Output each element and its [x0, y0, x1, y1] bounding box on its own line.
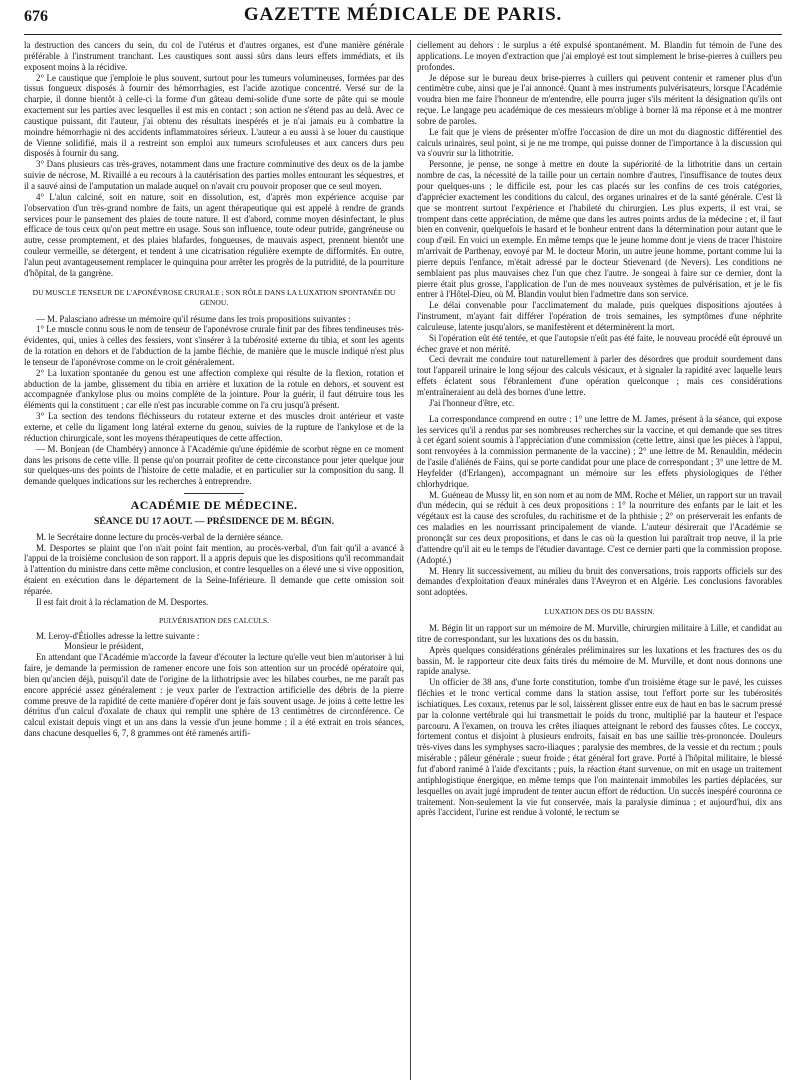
column-divider: [410, 40, 411, 1080]
paragraph: 1° Le muscle connu sous le nom de tenseur de l'aponévrose crurale finit par des fibres tendineuses très-évidentes, qui, unies à celles des fessiers, vont s'insérer à la tubérosité externe du tibia, et sont les agents de la rotation en dehors et de l'abduction de la jambe fléchie, de manière que le muscle indiqué n'est plus le tenseur de l'aponévrose comme on le croit généralement.: [24, 324, 404, 367]
right-column: [417, 40, 782, 1080]
paragraph: 4° L'alun calciné, soit en nature, soit en dissolution, est, d'après mon expérience acquise par l'observation d'un très-grand nombre de faits, un agent thérapeutique qui est appelé à rendre de grands services pour le pansement des plaies de toute nature. Il est d'abord, comme moyen désinfectant, le plus efficace de tous ceux qu'on peut mettre en usage. Sous son influence, toute odeur putride, gangréneuse ou autre, cesse promptement, et des plaies blafardes, fongueuses, de mauvais aspect, prennent bientôt une couleur vermeille, se détergent, et tendent à une cicatrisation régulière exempte de difformités. En outre, l'alun peut avantageusement remplacer le quinquina pour arrêter les progrès de la putridité, de la pourriture d'hôpital, de la gangrène.: [24, 191, 404, 278]
paragraph: M. Henry lit successivement, au milieu du bruit des conversations, trois rapports officiels sur des demandes d'exploitation d'eaux minérales dans l'Aveyron et en Algérie. Les conclusions favorables sont adoptées.: [417, 565, 782, 598]
paragraph: Après quelques considérations générales préliminaires sur les luxations et les fractures des os du bassin, M. le rapporteur cite deux faits tirés du mémoire de M. Murville, et dont nous donnons une rapide analyse.: [417, 644, 782, 677]
paragraph: 2° Le caustique que j'emploie le plus souvent, surtout pour les tumeurs volumineuses, formées par des tissus fongueux disposés à fournir des hémorrhagies, est l'acide azotique concentré. Versé sur de la charpie, il donne bientôt à celle-ci la forme d'un gâteau demi-solide d'une sorte de pâte qui se moule exactement sur les parties avec lesquelles il est mis en contact ; son action ne s'étend pas au delà. Avec ce caustique puissant, dit l'auteur, j'ai obtenu des résultats inespérés et je n'ai jamais eu à combattre la moindre hémorrhagie ni des accidents inflammatoires sérieux. L'auteur a eu aussi à se louer du caustique de Vienne solidifié, mais il a restreint son emploi aux tumeurs scrofuleuses et aux cancers durs peu disposés à fournir du sang.: [24, 72, 404, 159]
paragraph: En attendant que l'Académie m'accorde la faveur d'écouter la lecture qu'elle veut bien m'autoriser à lui faire, je demande la permission de ramener encore une fois son attention sur un procédé opératoire qui, bien qu'ancien déjà, puisqu'il date de l'origine de la lithotripsie avec les bilabes courbes, ne me paraît pas encore apprécié assez généralement : je veux parler de l'extraction artificielle des débris de la pierre comme preuve de la rapidité de cette manière d'opérer dont je fais souvent usage. Je joins à cette lettre les détritus d'un calcul d'oxalate de chaux qui remplit une sphère de 13 centimètres de circonférence. Ce calcul existait depuis vingt et un ans dans la vessie d'un jeune homme ; il a été extrait en trois séances, dans chacune desquelles 6, 7, 8 grammes ont été ramenés artifi-: [24, 652, 404, 739]
paragraph: Le fait que je viens de présenter m'offre l'occasion de dire un mot du diagnostic différentiel des calculs urinaires, seul point, si je ne me trompe, qui puisse donner de l'importance à la discussion qui va s'ouvrir sur la lithotritie.: [417, 126, 782, 159]
paragraph: Il est fait droit à la réclamation de M. Desportes.: [36, 596, 209, 607]
letter-salutation: Monsieur le président,: [64, 641, 144, 652]
subsection-title: PULVÉRISATION DES CALCULS.: [159, 615, 269, 625]
section-divider: [184, 493, 244, 494]
session-heading: SÉANCE DU 17 AOUT. — PRÉSIDENCE DE M. BÉGIN.: [94, 515, 334, 527]
page-header: [24, 4, 782, 32]
paragraph: ciellement au dehors : le surplus a été expulsé spontanément. M. Blandin fut témoin de l'une des applications. Le moyen d'extraction que j'ai employé est tout simplement le brise-pierres à cuillers peu profondes.: [417, 40, 782, 72]
academy-heading: ACADÉMIE DE MÉDECINE.: [130, 498, 298, 513]
paragraph: — M. Bonjean (de Chambéry) annonce à l'Académie qu'une épidémie de scorbut règne en ce moment dans les prisons de cette ville. Il pense qu'on pourrait profiter de cette circonstance pour jeter quelque jour sur quelques-uns des points de l'histoire de cette maladie, et en particulier sur la composition du sang. Il demande quelques indications sur les recherches à entreprendre.: [24, 443, 404, 487]
paragraph: 2° La luxation spontanée du genou est une affection complexe qui résulte de la flexion, rotation et abduction de la jambe, glissement du tibia en arrière et luxation de la rotule en dehors, et souvent est accompagnée d'ankylose plus ou moins complète de la jointure. Pour la guérir, il faut détruire tous les éléments qui la constituent ; car elle n'est pas incurable comme on l'a cru jusqu'à présent.: [24, 367, 404, 411]
paragraph: M. Guéneau de Mussy lit, en son nom et au nom de MM. Roche et Mélier, un rapport sur un travail d'un médecin, qui se réduit à ces deux propositions : 1° la nourriture des enfants par le lait et les végétaux est la cause des scrofules, du rachitisme et de la phthisie ; 2° on préserverait les enfants de ces maladies en les nourrissant principalement de viande. L'auteur désirerait que l'Académie se prononçât sur ces deux propositions, et dans le cas où la question lui paraîtrait trop neuve, il la prie d'attendre qu'il ait eu le temps de l'étudier davantage. C'est ce dernier parti que la commission propose. (Adopté.): [417, 489, 782, 565]
paragraph: J'ai l'honneur d'être, etc.: [429, 397, 515, 408]
paragraph: Un officier de 38 ans, d'une forte constitution, tombe d'un troisième étage sur le pavé, les cuisses fléchies et le tronc vertical comme dans la station assise, tout l'effort porte sur les tubérosités ischiatiques. Les coxaux, retenus par le sol, laissèrent glisser entre eux de haut en bas le sacrum pressé par la colonne vertébrale qui lui transmettait le poids du tronc, multiplié par la hauteur et l'espace parcouru. A l'examen, on trouva les crêtes iliaques atteignant le rebord des fausses côtes. Le coccyx, fortement contus et disjoint à plusieurs endroits, faisait en bas une saillie très-prononcée. Douleurs très-vives dans les symphyses sacro-iliaques ; paralysie des membres, de la vessie et du rectum ; pouls misérable ; pâleur générale ; sueur froide ; état général fort grave. Porté à l'hôpital militaire, le blessé fut d'abord ranimé à l'aide d'excitants ; puis, la réaction étant survenue, on mit en usage un traitement antiphlogistique énergique, en même temps que l'on maintenait immobiles les parties déplacées, sur lesquelles on avait jugé imprudent de tenter aucun effort de réduction. Un succès inespéré couronna ce traitement. Non-seulement la vie fut conservée, mais la paralysie diminua ; et aujourd'hui, dix ans après l'accident, l'urine est rendue à volonté, le rectum se: [417, 677, 782, 818]
section-title: DU MUSCLE TENSEUR DE L'APONÉVROSE CRURALE ; SON RÔLE DANS LA LUXATION SPONTANÉE DU GENOU.: [32, 287, 396, 307]
journal-title: GAZETTE MÉDICALE DE PARIS.: [243, 4, 563, 25]
paragraph: Si l'opération eût été tentée, et que l'autopsie n'eût pas été faite, le nouveau procédé eût éprouvé un échec grave et non mérité.: [417, 332, 782, 354]
paragraph: Personne, je pense, ne songe à mettre en doute la supériorité de la lithotritie dans un certain nombre de cas, la nécessité de la taille pour un certain nombre d'autres, l'insuffisance de toutes deux pour quelques-uns ; le difficile est, pour les cas placés sur les confins de ces trois catégories, d'apprécier exactement les conditions du calcul, des organes urinaires et de la santé générale. C'est là que se montrent surtout l'expérience et l'habileté du chirurgien. Les plus experts, il est vrai, se trompent dans cette appréciation, de même que dans les autres points ardus de la médecine ; et, il faut bien en convenir, quelquefois le hasard et le bonheur entrent dans la détermination pour autant que le coup d'œil. En voici un exemple. En même temps que le jeune homme dont je viens de tracer l'histoire m'arrivait de Parthenay, envoyé par M. le docteur Morin, un autre jeune homme, portant comme lui la pierre depuis l'enfance, m'était adressé par le docteur Stievenard (de Nevers). Les conditions ne semblaient pas plus mauvaises chez l'un que chez l'autre. Je songeai à faire sur ce dernier, dont la pierre était plus grosse, l'application de l'un de mes nouveaux systèmes de pulvérisation, et je le fis entrer à l'Hôtel-Dieu, où M. Blandin voulut bien l'admettre dans son service.: [417, 159, 782, 300]
paragraph: Je dépose sur le bureau deux brise-pierres à cuillers qui peuvent contenir et ramener plus d'un centimètre cube, ainsi que je l'ai annoncé. Quant à mes instruments pulvérisateurs, lorsque l'Académie voudra bien me faire l'honneur de m'entendre, elle pourra juger s'ils méritent la désignation qu'ils ont reçue. Le langage peu académique de ces messieurs m'oblige à borner là ma réponse et à me montrer sobre de paroles.: [417, 72, 782, 126]
paragraph: la destruction des cancers du sein, du col de l'utérus et d'autres organes, est d'une manière générale préférable à l'instrument tranchant. Les caustiques sont aussi sûrs dans leurs effets immédiats, et ils exposent moins à la récidive.: [24, 40, 404, 72]
paragraph: 3° La section des tendons fléchisseurs du rotateur externe et des muscles droit antérieur et vaste externe, et celle du ligament long latéral externe du genou, suivies de la rupture de l'ankylose et de la réduction chirurgicale, sont les moyens thérapeutiques de cette affection.: [24, 411, 404, 443]
paragraph: Ceci devrait me conduire tout naturellement à parler des désordres que produit sourdement dans tout l'appareil urinaire le long séjour des calculs vésicaux, et à signaler la rapidité avec laquelle leurs effets éclatent sous l'ébranlement d'une opération quelconque ; mais ces considérations m'entraîneraient au delà des bornes d'une lettre.: [417, 354, 782, 397]
paragraph: M. Leroy-d'Étiolles adresse la lettre suivante :: [36, 630, 200, 641]
page-number: 676: [24, 8, 48, 25]
paragraph: M. le Secrétaire donne lecture du procès-verbal de la dernière séance.: [36, 531, 283, 542]
paragraph: La correspondance comprend en outre : 1° une lettre de M. James, présent à la séance, qui expose les services qu'il a rendus par ses nombreuses recherches sur la vaccine, et qui demande que ses titres à cet égard soient soumis à l'appréciation d'une commission (cette lettre, ainsi que les pièces à l'appui, sont renvoyées à la commission permanente de la vaccine) ; 2° une lettre de M. Renauldin, médecin de l'asile d'aliénés de Fains, qui se porte candidat pour une place de correspondant ; 3° une lettre de M. Heyfelder (d'Erlangen), accompagnant un mémoire sur les effets physiologiques de l'éther chlorhydrique.: [417, 413, 782, 489]
section-title: LUXATION DES OS DU BASSIN.: [544, 607, 655, 617]
paragraph: Le délai convenable pour l'acclimatement du malade, puis quelques dispositions ajoutées à l'instrument, m'ayant fait différer l'opération de trois semaines, les symptômes d'une néphrite calculeuse, latente jusqu'alors, se manifestèrent et déterminèrent la mort.: [417, 300, 782, 332]
paragraph: 3° Dans plusieurs cas très-graves, notamment dans une fracture comminutive des deux os de la jambe suivie de nécrose, M. Rivaillé a eu recours à la cautérisation des parties molles entourant les séquestres, et il a sauvé ainsi de l'amputation un malade auquel on n'avait cru pouvoir proposer que ce seul moyen.: [24, 159, 404, 191]
left-column: [24, 40, 404, 1080]
header-rule: [24, 34, 782, 35]
paragraph: M. Bégin lit un rapport sur un mémoire de M. Murville, chirurgien militaire à Lille, et candidat au titre de correspondant, sur les luxations des os du bassin.: [417, 623, 782, 644]
paragraph: — M. Palasciano adresse un mémoire qu'il résume dans les trois propositions suivantes :: [36, 313, 351, 324]
paragraph: M. Desportes se plaint que l'on n'ait point fait mention, au procès-verbal, d'un fait qu'il a avancé à l'appui de la troisième conclusion de son rapport. Il a appris depuis que les dispositions qu'il recommandait à l'attention du ministre dans cette même conclusion, et contre lesquelles on a élevé une si vive opposition, étaient en exécution dans le département de la Seine-Inférieure. Il demande que cette omission soit réparée.: [24, 542, 404, 596]
